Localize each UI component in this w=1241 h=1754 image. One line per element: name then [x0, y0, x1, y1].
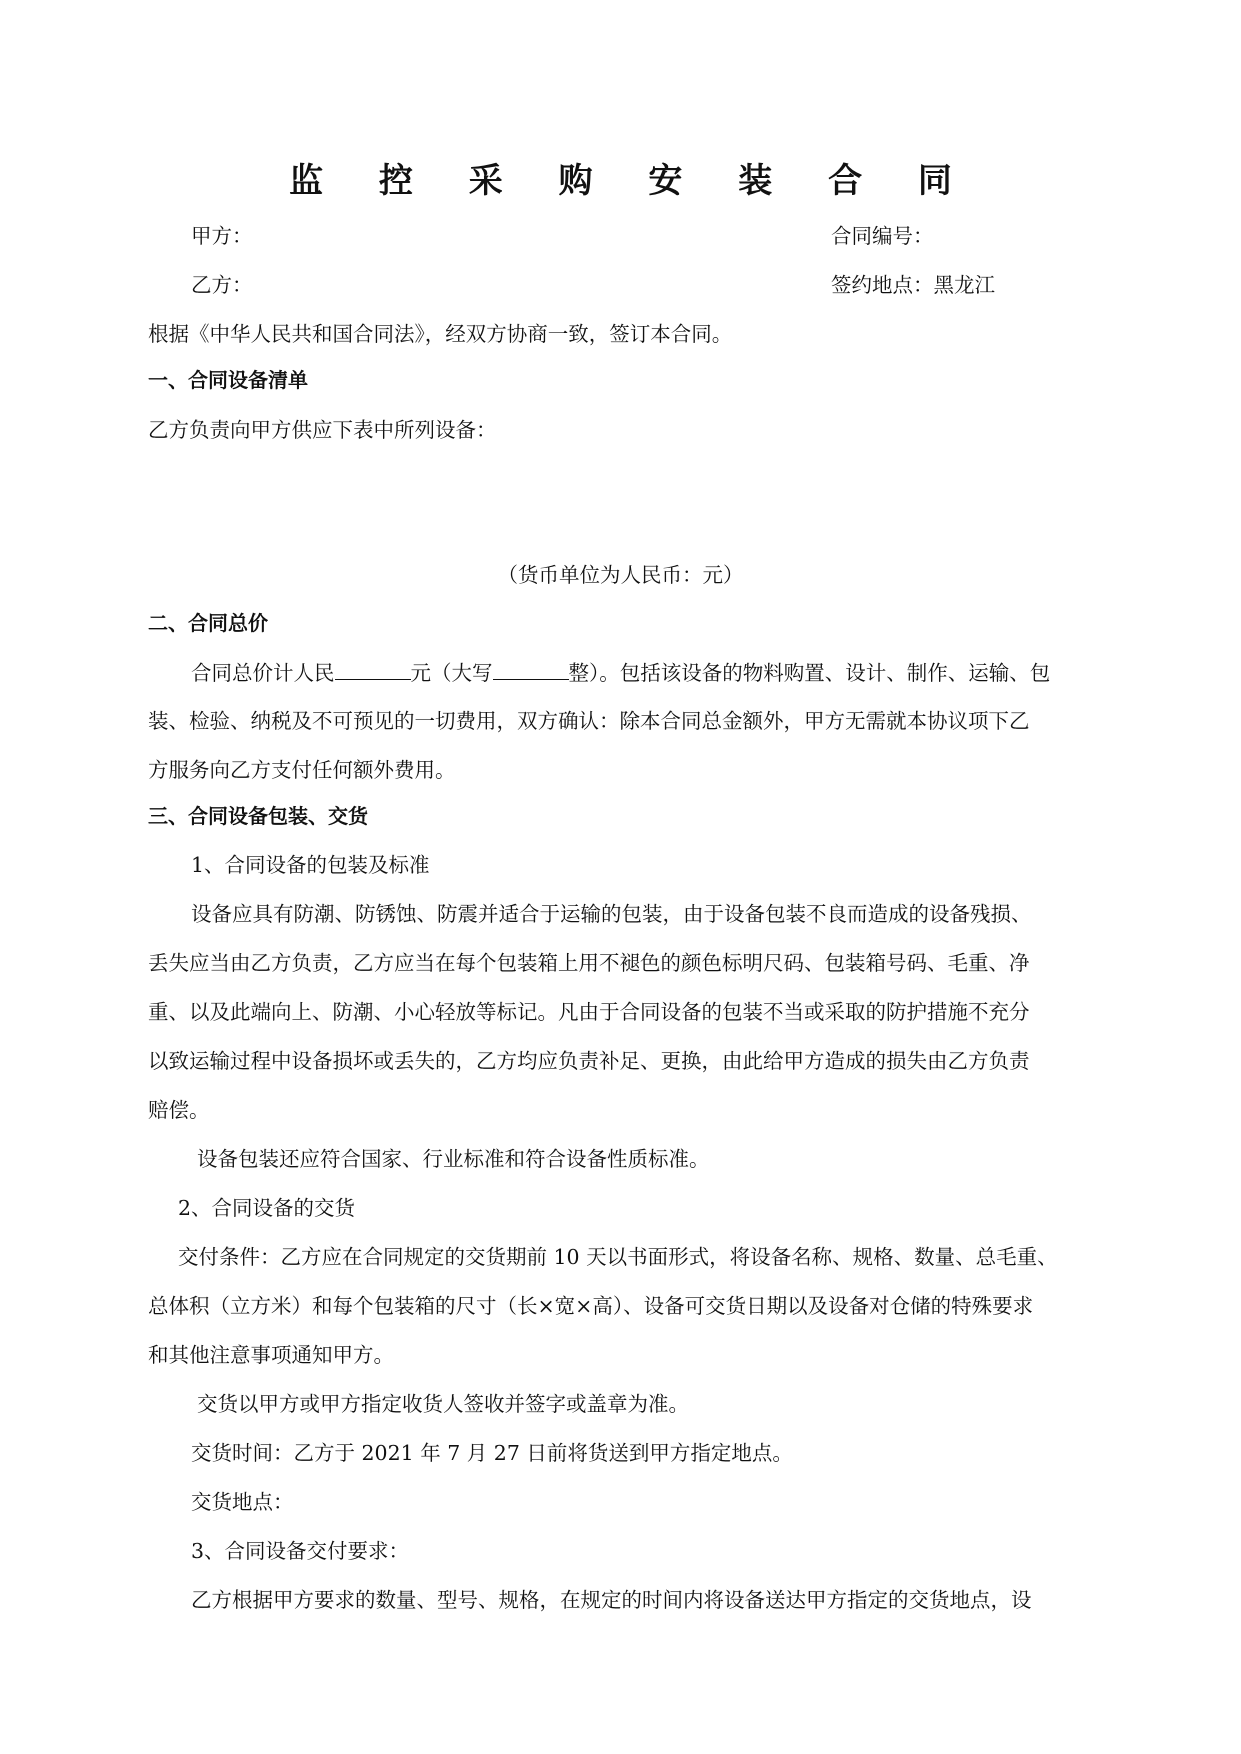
section-1-text: 乙方负责向甲方供应下表中所列设备：: [148, 418, 497, 442]
delivery-place: 交货地点：: [191, 1490, 294, 1514]
section-2-heading: 二、合同总价: [148, 611, 268, 635]
party-a-label: 甲方：: [191, 224, 253, 248]
total-price-prefix: 合同总价计人民: [191, 661, 335, 685]
total-price-suffix: 整）。包括该设备的物料购置、设计、制作、运输、包: [568, 661, 1051, 685]
delivery-line-3: 和其他注意事项通知甲方。: [148, 1343, 394, 1367]
uppercase-amount-blank: [493, 657, 569, 680]
delivery-line-1: 交付条件：乙方应在合同规定的交货期前 10 天以书面形式，将设备名称、规格、数量、总毛重、: [178, 1245, 1058, 1269]
section-3-heading: 三、合同设备包装、交货: [148, 804, 368, 828]
signing-place: 签约地点：黑龙江: [831, 273, 995, 297]
packaging-line-5: 赔偿。: [148, 1098, 210, 1122]
requirement-line: 乙方根据甲方要求的数量、型号、规格，在规定的时间内将设备送达甲方指定的交货地点，设: [191, 1588, 1032, 1612]
total-price-line-3: 方服务向乙方支付任何额外费用。: [148, 758, 456, 782]
total-price-line-2: 装、检验、纳税及不可预见的一切费用，双方确认：除本合同总金额外，甲方无需就本协议项下乙: [148, 709, 1030, 733]
subsection-delivery-requirements: 3、合同设备交付要求：: [191, 1539, 410, 1563]
total-price-line: [191, 657, 1050, 688]
uppercase-label: 元（大写: [410, 661, 493, 685]
intro-paragraph: 根据《中华人民共和国合同法》，经双方协商一致，签订本合同。: [148, 322, 733, 346]
section-1-heading: 一、合同设备清单: [148, 368, 308, 392]
delivery-time: 交货时间：乙方于 2021 年 7 月 27 日前将货送到甲方指定地点。: [191, 1441, 793, 1465]
subsection-packaging: 1、合同设备的包装及标准: [191, 853, 430, 877]
subsection-delivery: 2、合同设备的交货: [178, 1196, 356, 1220]
contract-number-label: 合同编号：: [831, 224, 934, 248]
amount-blank: [335, 657, 411, 680]
document-title: 监 控 采 购 安 装 合 同: [289, 161, 974, 201]
currency-note: （货币单位为人民币：元）: [497, 563, 744, 587]
packaging-line-1: 设备应具有防潮、防锈蚀、防震并适合于运输的包装，由于设备包装不良而造成的设备残损、: [191, 902, 1032, 926]
packaging-line-4: 以致运输过程中设备损坏或丢失的，乙方均应负责补足、更换，由此给甲方造成的损失由乙方负责: [148, 1049, 1030, 1073]
party-b-label: 乙方：: [191, 273, 253, 297]
packaging-line-3: 重、以及此端向上、防潮、小心轻放等标记。凡由于合同设备的包装不当或采取的防护措施不充分: [148, 1000, 1030, 1024]
receipt-condition: 交货以甲方或甲方指定收货人签收并签字或盖章为准。: [197, 1392, 689, 1416]
delivery-line-2: 总体积（立方米）和每个包装箱的尺寸（长×宽×高）、设备可交货日期以及设备对仓储的特殊要求: [148, 1294, 1034, 1318]
packaging-line-2: 丢失应当由乙方负责，乙方应当在每个包装箱上用不褪色的颜色标明尺码、包装箱号码、毛重、净: [148, 951, 1030, 975]
packaging-standard: 设备包装还应符合国家、行业标准和符合设备性质标准。: [197, 1147, 710, 1171]
